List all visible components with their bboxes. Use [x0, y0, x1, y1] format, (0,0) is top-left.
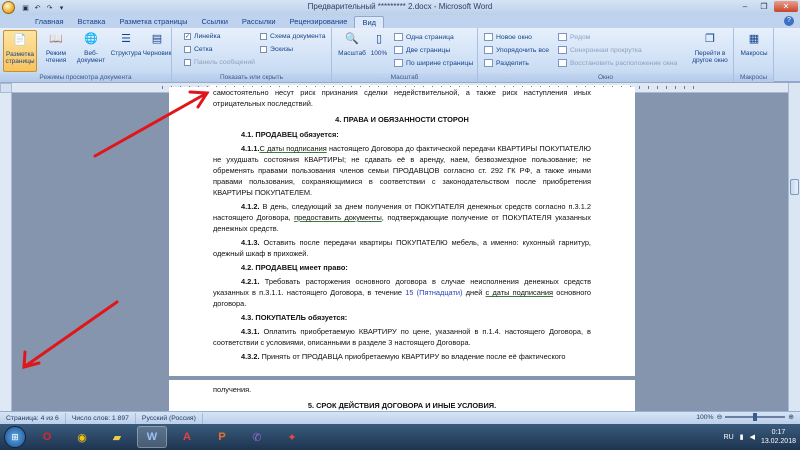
paragraph-text: настоящего Договора до фактической передачи КВАРТИРЫ ПОКУПАТЕЛЮ не ухудшать состояния КВАРТИРЫ; не сдавать её в аренду, наем, безвозмездное пользование; не обременять правами пользования членов семьи ПРОДАВЦОВ согласно ст. 292 ГК РФ, а также иными правами пользования, сохраняющимися в соответствии с законодательством после приобретения КВАРТИРЫ ПОКУПАТЕЛЕМ. [213, 144, 592, 197]
group-label-view-modes: Режимы просмотра документа [0, 73, 171, 82]
paragraph [213, 351, 591, 362]
ribbon [0, 28, 800, 82]
switch-windows-label: Перейти в другое окно [692, 50, 728, 64]
one-page-button[interactable] [394, 33, 454, 41]
reading-mode-icon: 📖 [49, 32, 63, 45]
outline-label: Структура [110, 50, 142, 57]
paragraph-text: Оставить после передачи квартиры ПОКУПАТЕЛЮ мебель, а именно: кухонный гарнитур, одежный шкаф в прихожей. [213, 238, 591, 258]
group-label-window: Окно [478, 73, 733, 82]
paragraph-text: дней [462, 288, 486, 297]
highlighted-number: 15 (Пятнадцати) [405, 288, 463, 297]
clause-number: 4.3.2. [241, 352, 260, 361]
maximize-button[interactable]: ❐ [760, 2, 768, 11]
ruler-tick [675, 86, 676, 89]
opera-icon[interactable]: O [42, 431, 52, 443]
ruler-tick [666, 86, 667, 89]
system-tray [724, 424, 796, 450]
sync-scroll-button [558, 46, 642, 54]
group-view-modes [0, 28, 172, 82]
group-zoom [332, 28, 478, 82]
new-window-label: Новое окно [496, 33, 532, 41]
tab-insert[interactable]: Вставка [77, 17, 106, 26]
web-layout-icon: 🌐 [84, 32, 98, 45]
paragraph [213, 237, 591, 259]
zoom-control [696, 413, 794, 421]
ruler-tick [657, 86, 658, 89]
group-label-zoom: Масштаб [332, 73, 477, 82]
document-page[interactable] [169, 87, 635, 376]
split-label: Разделить [496, 59, 529, 67]
side-by-side-icon [558, 33, 567, 41]
web-layout-button[interactable] [74, 30, 108, 64]
scrollbar-thumb[interactable] [790, 179, 799, 195]
paragraph [213, 326, 591, 348]
group-window [478, 28, 734, 82]
subsection-heading: 4.2. ПРОДАВЕЦ имеет право: [241, 263, 348, 272]
paragraph [213, 201, 591, 234]
taskbar [0, 424, 800, 450]
outline-icon: ☰ [121, 32, 131, 45]
clause-number: 4.1.3. [241, 238, 260, 247]
side-by-side-label: Рядом [570, 33, 591, 41]
vertical-ruler[interactable] [0, 93, 12, 411]
ruler-checkbox[interactable] [184, 33, 221, 40]
paragraph-text: основного договора. [213, 288, 591, 308]
language-switch[interactable]: RU [723, 433, 734, 441]
reset-window-icon [558, 59, 567, 67]
tab-page-layout[interactable]: Разметка страницы [119, 17, 188, 26]
subsection-heading: 4.3. ПОКУПАТЕЛЬ обязуется: [241, 313, 348, 322]
zoom-slider-knob[interactable] [753, 413, 757, 421]
page-width-icon [394, 59, 403, 67]
word-icon[interactable]: W [137, 426, 167, 448]
section-heading: 5. СРОК ДЕЙСТВИЯ ДОГОВОРА И ИНЫЕ УСЛОВИЯ. [307, 401, 497, 410]
new-window-icon [484, 33, 493, 41]
viber-icon[interactable]: ✆ [252, 431, 262, 444]
paragraph-text: Принять от ПРОДАВЦА приобретаемую КВАРТИРУ во владение после её фактического [259, 352, 566, 361]
tab-review[interactable]: Рецензирование [289, 17, 348, 26]
powerpoint-icon[interactable]: P [218, 431, 226, 443]
paragraph: самостоятельно несут риск признания сделки недействительной, а также риск наступления иных отрицательных последствий. [213, 88, 591, 108]
macros-icon: ▦ [748, 32, 760, 45]
clause-number: 4.1.1. [241, 144, 260, 153]
page-100-icon: ▯ [375, 32, 383, 45]
magnifier-icon: 🔍 [345, 32, 359, 45]
reading-mode-button[interactable] [39, 30, 73, 64]
minimize-button[interactable]: ‒ [742, 2, 748, 11]
subsection-heading: 4.1. ПРОДАВЕЦ обязуется: [241, 130, 339, 139]
zoom-out-icon[interactable]: ⊖ [716, 414, 723, 421]
checkbox-icon [260, 46, 267, 53]
gridlines-label: Сетка [194, 46, 213, 53]
window-controls [736, 1, 798, 12]
help-icon[interactable]: ? [784, 16, 794, 26]
group-label-show-hide: Показать или скрыть [172, 73, 331, 82]
page-width-label: По ширине страницы [406, 59, 474, 67]
draft-label: Черновик [142, 50, 172, 57]
print-layout-button[interactable] [3, 30, 37, 72]
two-pages-button[interactable] [394, 46, 450, 54]
draft-icon: ▤ [151, 32, 163, 45]
explorer-icon[interactable]: ▰ [112, 431, 122, 444]
ruler-tick [693, 86, 694, 89]
tab-view[interactable]: Вид [354, 16, 384, 28]
tab-mailings[interactable]: Рассылки [241, 17, 276, 26]
one-page-label: Одна страница [406, 33, 454, 41]
ruler-tick [639, 86, 640, 89]
paragraph-text: , подтверждающие получение от ПОКУПАТЕЛЯ указанных денежных средств. [213, 213, 591, 233]
zoom-level[interactable]: 100% [696, 413, 714, 421]
zoom-button[interactable] [336, 30, 368, 57]
ruler-label: Линейка [194, 33, 221, 40]
ruler-toggle[interactable] [0, 83, 12, 93]
split-icon [484, 59, 493, 67]
two-pages-label: Две страницы [406, 46, 451, 54]
checkbox-icon [184, 46, 191, 53]
side-by-side-button [558, 33, 590, 41]
qat-dropdown-icon[interactable]: ▾ [59, 4, 64, 12]
document-map-label: Схема документа [270, 33, 326, 40]
clause-number: 4.2.1. [241, 277, 260, 286]
switch-windows-button[interactable] [688, 30, 732, 64]
switch-windows-icon: ❐ [705, 32, 715, 45]
start-button[interactable]: ⊞ [4, 426, 26, 448]
web-layout-label: Веб-документ [76, 50, 106, 64]
macros-button[interactable] [738, 30, 770, 57]
checkbox-icon [260, 33, 267, 40]
message-bar-checkbox [184, 59, 255, 66]
ruler-tick [648, 86, 649, 89]
underlined-text: С даты подписания [259, 144, 327, 153]
clock[interactable] [761, 428, 796, 446]
one-page-icon [394, 33, 403, 41]
macros-label: Макросы [740, 50, 768, 57]
thumbnails-checkbox[interactable] [260, 46, 293, 53]
close-button[interactable]: ✕ [774, 1, 798, 12]
message-bar-label: Панель сообщений [194, 59, 255, 66]
outline-button[interactable] [110, 30, 142, 57]
ruler-tick [684, 86, 685, 89]
undo-icon[interactable]: ↶ [34, 4, 41, 12]
print-layout-label: Разметка страницы [5, 51, 35, 65]
zoom-in-icon[interactable]: ⊕ [788, 414, 794, 421]
title-bar [0, 0, 800, 15]
redo-icon[interactable]: ↷ [46, 4, 53, 12]
arrange-all-label: Упорядочить все [496, 46, 550, 54]
split-button[interactable] [484, 59, 529, 67]
vertical-scrollbar[interactable] [788, 83, 800, 411]
reading-mode-label: Режим чтения [45, 50, 67, 64]
pdf-icon[interactable]: A [183, 431, 191, 443]
network-icon[interactable]: ▮ [739, 434, 744, 441]
reset-window-position-label: Восстановить расположение окна [570, 59, 678, 67]
clock-date: 13.02.2018 [760, 438, 796, 445]
paragraph [213, 276, 591, 309]
language-indicator[interactable]: Русский (Россия) [136, 413, 203, 424]
underlined-text: предоставить документы [294, 213, 382, 222]
save-icon[interactable]: ▣ [22, 4, 29, 12]
ribbon-tabs [0, 15, 800, 28]
group-label-macros: Макросы [734, 73, 773, 82]
zoom-slider[interactable] [725, 416, 785, 418]
paragraph-text: Требовать расторжения основного договора в случае неисполнения денежных средств указанных в п.3.1.1. настоящего Договора, в течение [213, 277, 591, 297]
thumbnails-label: Эскизы [270, 46, 294, 53]
zoom-button-label: Масштаб [338, 50, 366, 57]
group-show-hide [172, 28, 332, 82]
paragraph-text: Оплатить приобретаемую КВАРТИРУ по цене, указанной в п.1.4. настоящего Договора, в соответствии с условиями, описанными в разделе 3 настоящего Договора. [213, 327, 591, 347]
clause-number: 4.1.2. [241, 202, 260, 211]
checkbox-checked-icon: ✓ [185, 34, 191, 40]
word-count[interactable]: Число слов: 1 897 [66, 413, 136, 424]
status-bar [0, 411, 800, 424]
paragraph [213, 143, 591, 198]
paragraph: получения. [213, 385, 252, 394]
zoom-100-button[interactable] [368, 30, 390, 57]
app-icon[interactable]: ✦ [287, 431, 297, 444]
document-map-checkbox[interactable] [260, 33, 326, 40]
new-window-button[interactable] [484, 33, 532, 41]
underlined-text: с даты подписания [485, 288, 554, 297]
page-count[interactable]: Страница: 4 из 6 [0, 413, 66, 424]
page-width-button[interactable] [394, 59, 473, 67]
gridlines-checkbox[interactable] [184, 46, 212, 53]
arrange-all-icon [484, 46, 493, 54]
zoom-100-label: 100% [370, 50, 388, 57]
window-title: Предварительный ********* 2.docx - Microsoft Word [307, 2, 493, 11]
arrange-all-button[interactable] [484, 46, 549, 54]
sync-scroll-label: Синхронная прокрутка [570, 46, 642, 54]
two-pages-icon [394, 46, 403, 54]
tab-references[interactable]: Ссылки [201, 17, 228, 26]
section-heading: 4. ПРАВА И ОБЯЗАННОСТИ СТОРОН [335, 115, 469, 124]
document-area[interactable] [12, 88, 788, 411]
chrome-icon[interactable]: ◉ [77, 431, 87, 444]
clause-number: 4.3.1. [241, 327, 260, 336]
tab-home[interactable]: Главная [35, 17, 64, 26]
paragraph-text: В день, следующий за днем получения от ПОКУПАТЕЛЯ денежных средств согласно п.3.1.2 настоящего Договора, [213, 202, 591, 222]
print-layout-icon: 📄 [13, 33, 27, 46]
ruler-tick [162, 86, 163, 89]
volume-icon[interactable]: ◀ [749, 434, 755, 441]
draft-button[interactable] [142, 30, 172, 57]
reset-window-position-button [558, 59, 677, 67]
group-macros [734, 28, 774, 82]
sync-scroll-icon [558, 46, 567, 54]
checkbox-icon [184, 59, 191, 66]
clock-time: 0:17 [771, 429, 786, 436]
